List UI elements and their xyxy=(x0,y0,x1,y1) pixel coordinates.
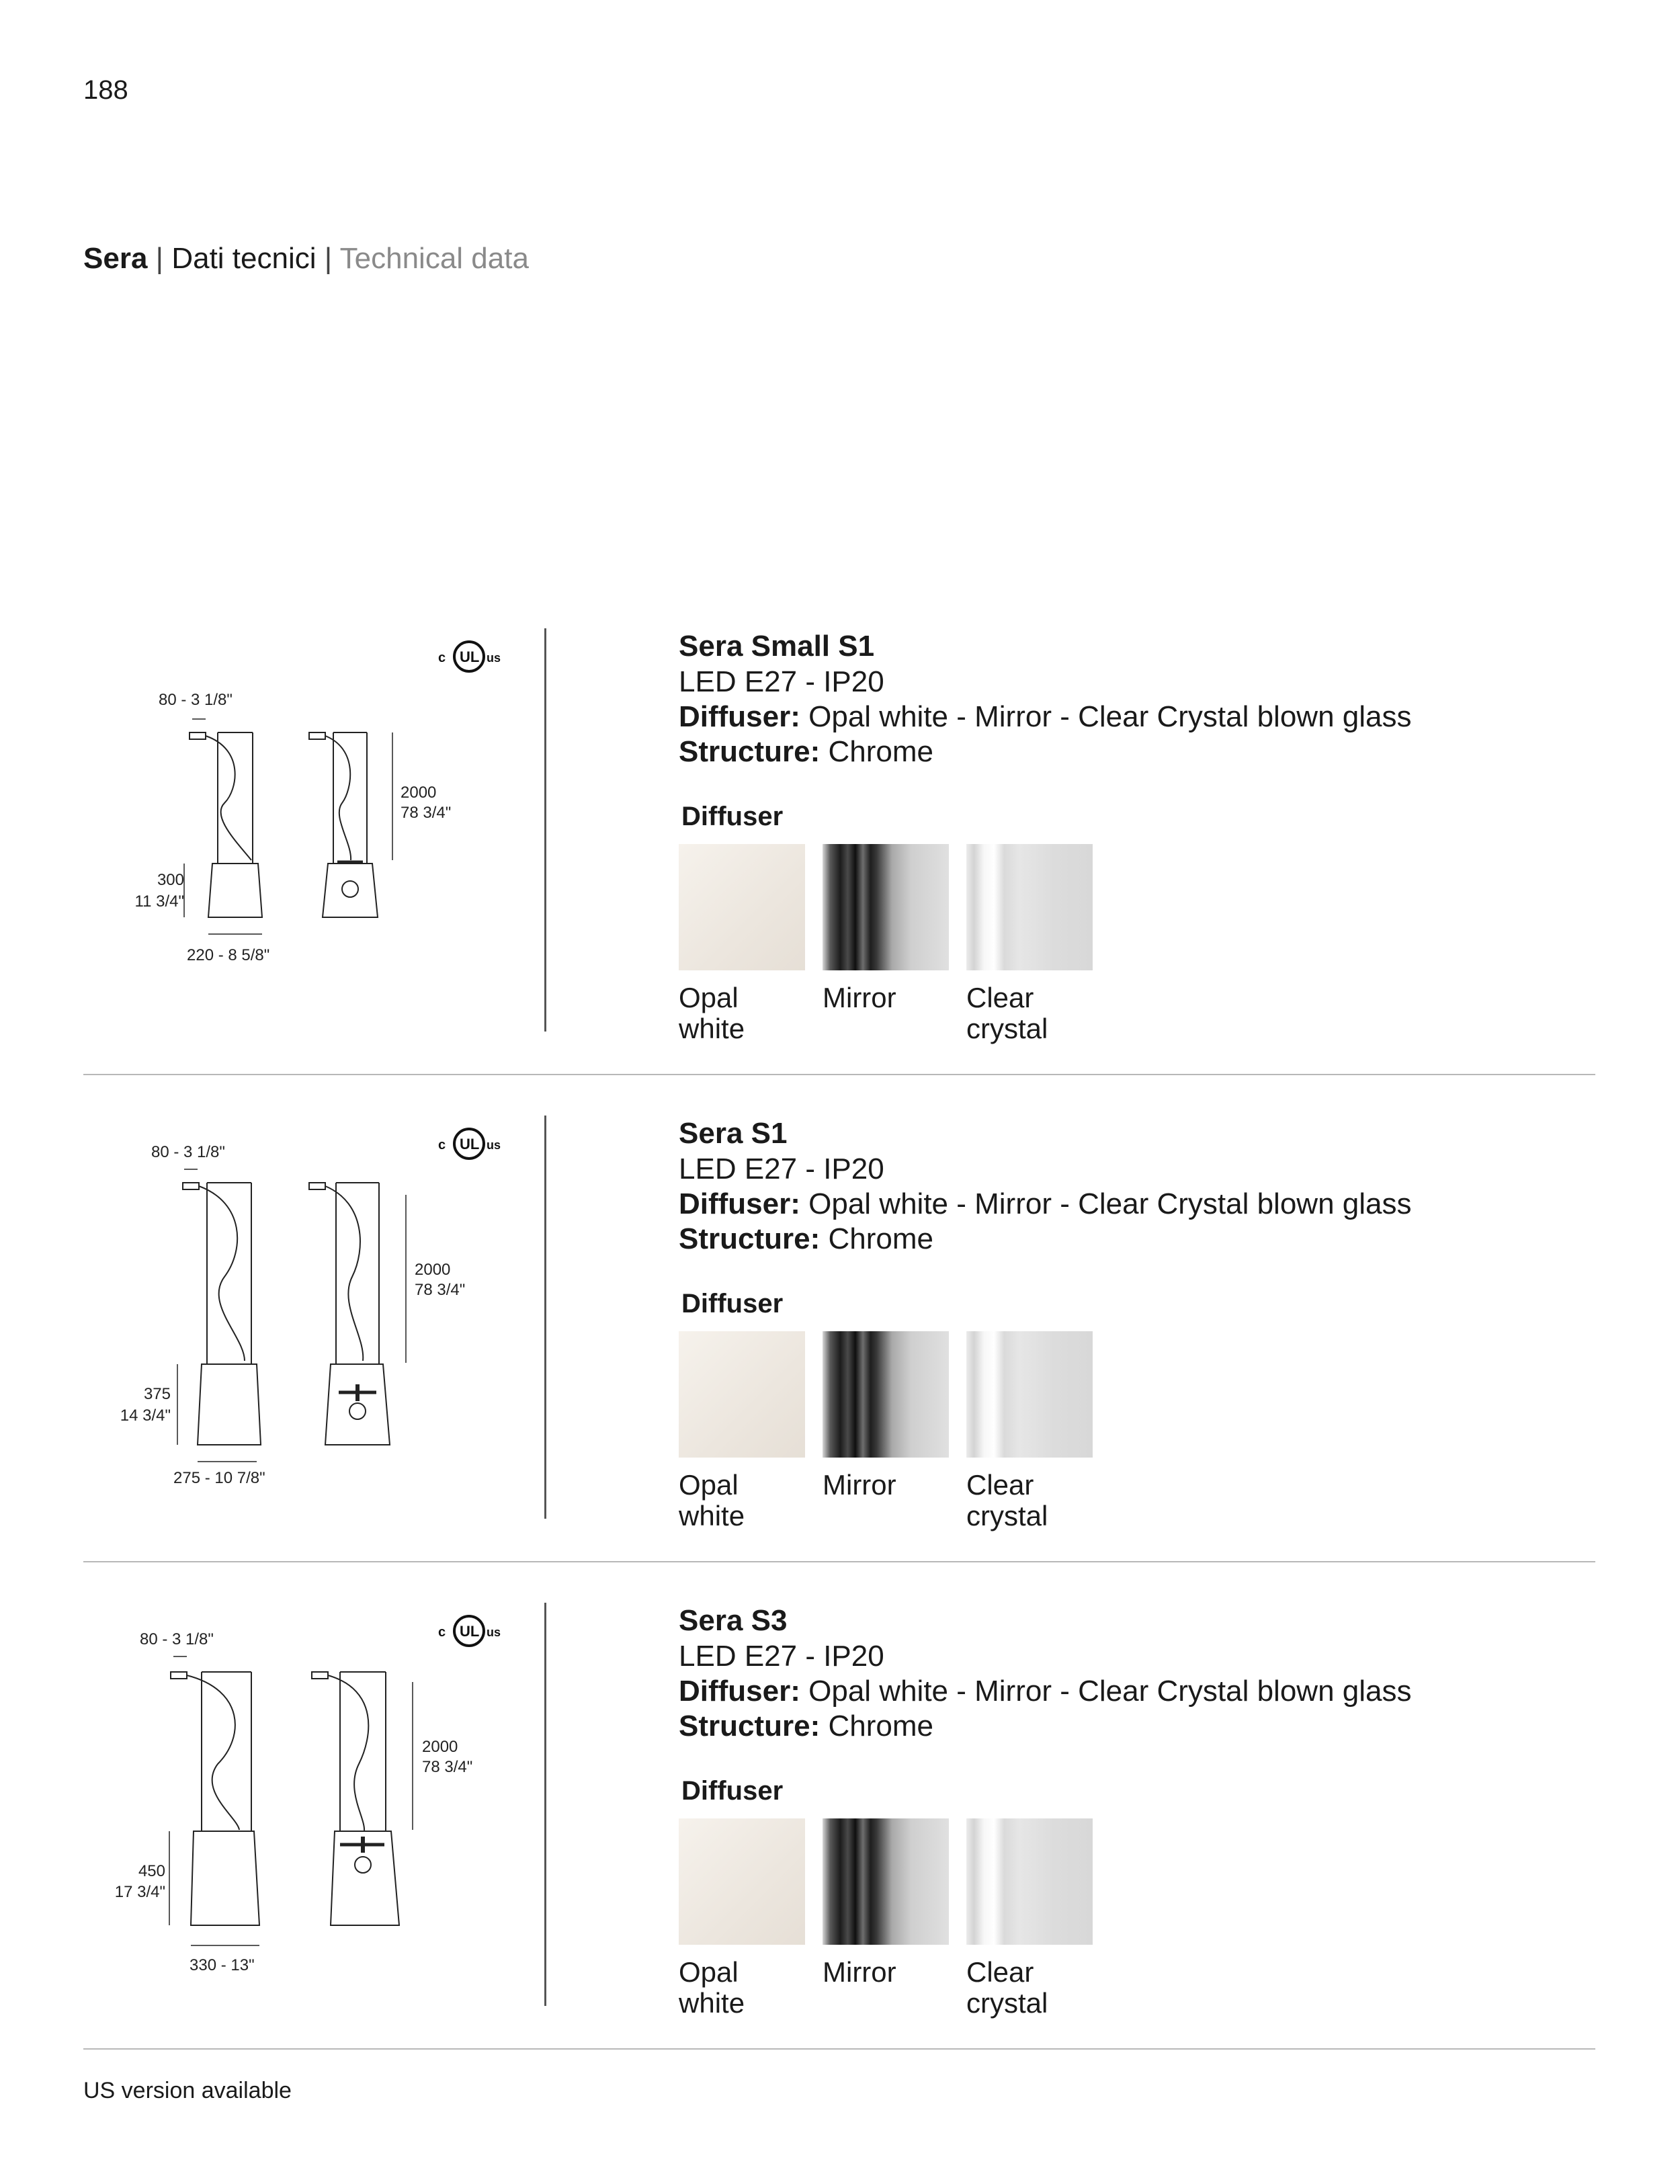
length-in: 78 3/4" xyxy=(422,1758,473,1776)
swatch-label: Clear crystal xyxy=(966,1956,1048,2019)
width-dimension: 330 - 13" xyxy=(190,1956,255,1974)
column-divider xyxy=(544,1603,546,2006)
column-divider xyxy=(544,628,546,1032)
product-section-small-s1 xyxy=(0,628,1680,1112)
swatch-image xyxy=(679,844,805,970)
product-name: Sera S3 xyxy=(679,1604,788,1637)
swatch-image xyxy=(679,1331,805,1458)
product-section-s1 xyxy=(0,1116,1680,1599)
swatch-image xyxy=(823,1818,949,1945)
swatch-label: Opal white xyxy=(679,982,745,1044)
diffuser-label: Diffuser: xyxy=(679,700,800,733)
structure-value: Chrome xyxy=(828,735,933,768)
diffuser-value: Opal white - Mirror - Clear Crystal blown glass xyxy=(808,700,1412,733)
structure-spec xyxy=(679,1709,1552,1744)
swatch-image xyxy=(966,1818,1093,1945)
height-mm: 375 xyxy=(143,1385,171,1403)
swatch-opal-white xyxy=(679,1818,805,2019)
technical-drawing xyxy=(83,628,460,1032)
section-divider xyxy=(83,1561,1595,1562)
diffuser-heading: Diffuser xyxy=(681,1776,784,1806)
technical-drawing xyxy=(83,1603,460,2006)
swatch-image xyxy=(966,1331,1093,1458)
canopy-dimension: 80 - 3 1/8" xyxy=(159,691,233,709)
height-in: 14 3/4" xyxy=(120,1406,171,1425)
length-in: 78 3/4" xyxy=(415,1281,466,1299)
diffuser-label: Diffuser: xyxy=(679,1675,800,1708)
diffuser-swatches xyxy=(679,1331,1552,1531)
swatch-clear-crystal xyxy=(966,844,1093,1044)
ul-ul-text: UL xyxy=(460,1136,480,1152)
swatch-image xyxy=(966,844,1093,970)
ul-us-text: us xyxy=(487,1138,501,1152)
structure-label: Structure: xyxy=(679,735,821,768)
swatch-opal-white xyxy=(679,1331,805,1531)
ul-c-text: c xyxy=(438,1138,446,1152)
section-divider xyxy=(83,2048,1595,2050)
diffuser-swatches xyxy=(679,844,1552,1044)
structure-spec xyxy=(679,1222,1552,1257)
product-spec: LED E27 - IP20 xyxy=(679,1152,884,1185)
column-divider xyxy=(544,1116,546,1519)
diffuser-heading: Diffuser xyxy=(681,802,784,831)
height-in: 11 3/4" xyxy=(134,892,184,911)
diffuser-value: Opal white - Mirror - Clear Crystal blown glass xyxy=(808,1675,1412,1708)
swatch-image xyxy=(679,1818,805,1945)
diffuser-spec xyxy=(679,700,1552,734)
ul-ul-text: UL xyxy=(460,648,480,665)
diffuser-spec xyxy=(679,1674,1552,1709)
diffuser-label: Diffuser: xyxy=(679,1187,800,1220)
ul-us-text: us xyxy=(487,651,501,665)
section-divider xyxy=(83,1074,1595,1075)
diffuser-spec xyxy=(679,1187,1552,1222)
length-in: 78 3/4" xyxy=(401,804,452,822)
swatch-label: Opal white xyxy=(679,1469,745,1531)
structure-value: Chrome xyxy=(828,1222,933,1255)
structure-spec xyxy=(679,734,1552,769)
swatch-clear-crystal xyxy=(966,1818,1093,2019)
diffuser-swatches xyxy=(679,1818,1552,2019)
canopy-dimension: 80 - 3 1/8" xyxy=(151,1143,225,1161)
title-italian: Dati tecnici xyxy=(171,242,317,275)
product-info xyxy=(679,1116,1552,1531)
page-title xyxy=(83,242,529,276)
structure-label: Structure: xyxy=(679,1222,821,1255)
product-name: Sera Small S1 xyxy=(679,630,875,663)
title-separator: | xyxy=(324,242,333,275)
page-number: 188 xyxy=(83,75,128,105)
length-mm: 2000 xyxy=(401,784,437,802)
ul-c-text: c xyxy=(438,650,446,665)
title-separator: | xyxy=(155,242,164,275)
swatch-label: Mirror xyxy=(823,1469,896,1501)
title-english: Technical data xyxy=(339,242,529,275)
swatch-image xyxy=(823,1331,949,1458)
technical-drawing xyxy=(83,1116,460,1519)
swatch-mirror xyxy=(823,1818,949,2019)
height-mm: 300 xyxy=(157,871,184,889)
ul-us-text: us xyxy=(487,1626,501,1639)
product-section-s3 xyxy=(0,1603,1680,2087)
swatch-label: Mirror xyxy=(823,982,896,1013)
product-info xyxy=(679,628,1552,1044)
width-dimension: 275 - 10 7/8" xyxy=(173,1469,265,1487)
ul-ul-text: UL xyxy=(460,1623,480,1640)
width-dimension: 220 - 8 5/8" xyxy=(187,946,270,964)
product-info xyxy=(679,1603,1552,2019)
swatch-mirror xyxy=(823,1331,949,1531)
swatch-label: Mirror xyxy=(823,1956,896,1988)
product-family-title: Sera xyxy=(83,242,148,275)
structure-label: Structure: xyxy=(679,1710,821,1742)
swatch-clear-crystal xyxy=(966,1331,1093,1531)
ul-c-text: c xyxy=(438,1625,446,1640)
swatch-mirror xyxy=(823,844,949,1044)
swatch-opal-white xyxy=(679,844,805,1044)
diffuser-value: Opal white - Mirror - Clear Crystal blown glass xyxy=(808,1187,1412,1220)
swatch-label: Clear crystal xyxy=(966,1469,1048,1531)
length-mm: 2000 xyxy=(415,1261,451,1279)
swatch-label: Clear crystal xyxy=(966,982,1048,1044)
height-in: 17 3/4" xyxy=(114,1883,165,1901)
footer-note: US version available xyxy=(83,2078,292,2103)
structure-value: Chrome xyxy=(828,1710,933,1742)
product-spec: LED E27 - IP20 xyxy=(679,665,884,698)
canopy-dimension: 80 - 3 1/8" xyxy=(140,1630,214,1648)
swatch-label: Opal white xyxy=(679,1956,745,2019)
swatch-image xyxy=(823,844,949,970)
product-spec: LED E27 - IP20 xyxy=(679,1640,884,1673)
product-name: Sera S1 xyxy=(679,1117,788,1150)
diffuser-heading: Diffuser xyxy=(681,1289,784,1318)
length-mm: 2000 xyxy=(422,1738,458,1756)
height-mm: 450 xyxy=(138,1862,165,1880)
